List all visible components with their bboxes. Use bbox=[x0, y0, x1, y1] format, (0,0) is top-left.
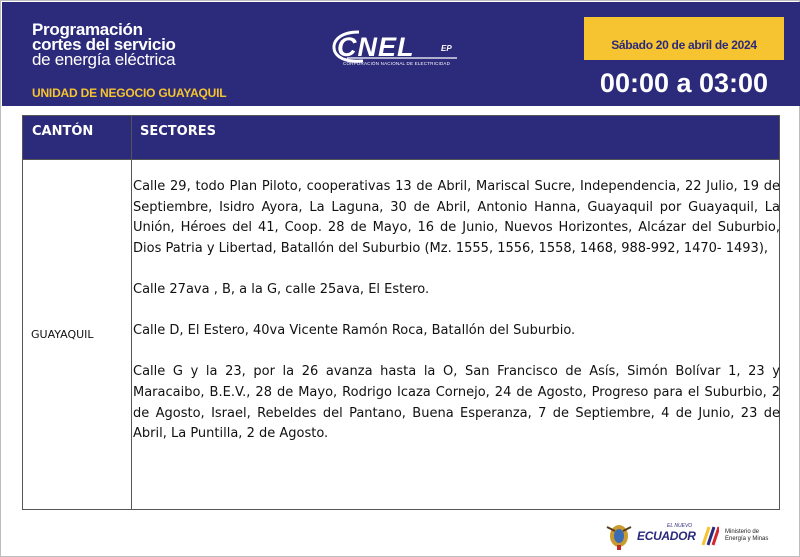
column-divider bbox=[131, 116, 132, 509]
sectors-cell bbox=[133, 177, 780, 465]
ministry-label bbox=[725, 529, 768, 543]
sector-paragraph: Calle D, El Estero, 40va Vicente Ramón Roca, Batallón del Suburbio. bbox=[133, 323, 576, 339]
coat-of-arms-icon bbox=[605, 521, 633, 551]
page-title bbox=[32, 22, 176, 67]
sector-paragraph: Calle G y la 23, por la 26 avanza hasta la O, San Francisco de Asís, Simón Bolívar 1, 23 y Maracaibo, B.E.V., 28 de Mayo, Rodrigo Icaza Cornejo, 24 de Agosto, Progreso para el Suburbio, 2 de Agosto, Israel, Rebeldes del Pantano, Buena Esperanza, 7 de Septiembre, 4 de Junio, 23 de Abril, La Puntilla, 2 de Agosto. bbox=[133, 364, 780, 442]
ministry-line-1: Ministerio de bbox=[725, 529, 760, 535]
flag-stripes-icon bbox=[699, 525, 719, 547]
title-line-1: Programación bbox=[32, 20, 143, 39]
header-divider bbox=[23, 159, 779, 160]
title-line-2: cortes del servicio bbox=[32, 35, 176, 54]
table-header bbox=[23, 116, 779, 159]
title-line-3: de energía eléctrica bbox=[32, 50, 176, 69]
column-header-sectores: SECTORES bbox=[140, 124, 216, 139]
schedule-date: Sábado 20 de abril de 2024 bbox=[611, 38, 757, 52]
ecuador-brand: ECUADOR bbox=[637, 529, 696, 543]
date-badge bbox=[584, 17, 784, 60]
ministry-line-2: Energía y Minas bbox=[725, 536, 769, 542]
schedule-table bbox=[22, 115, 780, 510]
sector-paragraph: Calle 27ava , B, a la G, calle 25ava, El Estero. bbox=[133, 281, 430, 297]
cnel-logo bbox=[329, 28, 469, 72]
sector-paragraph: Calle 29, todo Plan Piloto, cooperativas 13 de Abril, Mariscal Sucre, Independencia, 22 Julio, 19 de Septiembre, Isidro Ayora, La Laguna, 30 de Abril, Antonio Hanna, Guayaquil por Guayaquil, La Unión, Héroes del 41, Coop. 28 de Mayo, 16 de Junio, Nuevos Horizontes, Alcázar del Suburbio, Dios Patria y Libertad, Batallón del Suburbio (Mz. 1555, 1556, 1558, 1468, 988-992, 1470- 1493), bbox=[133, 179, 780, 256]
footer-branding bbox=[601, 519, 791, 553]
column-header-canton: CANTÓN bbox=[32, 124, 94, 139]
logo-suffix: EP bbox=[441, 44, 452, 53]
time-range: 00:00 a 03:00 bbox=[599, 68, 769, 98]
logo-subtitle: CORPORACIÓN NACIONAL DE ELECTRICIDAD bbox=[343, 61, 451, 66]
logo-text: CNEL bbox=[337, 32, 415, 62]
business-unit-label: UNIDAD DE NEGOCIO GUAYAQUIL bbox=[32, 86, 227, 100]
brand-small-label: EL NUEVO bbox=[667, 523, 693, 529]
canton-cell: GUAYAQUIL bbox=[31, 328, 94, 341]
header-banner bbox=[2, 2, 800, 106]
